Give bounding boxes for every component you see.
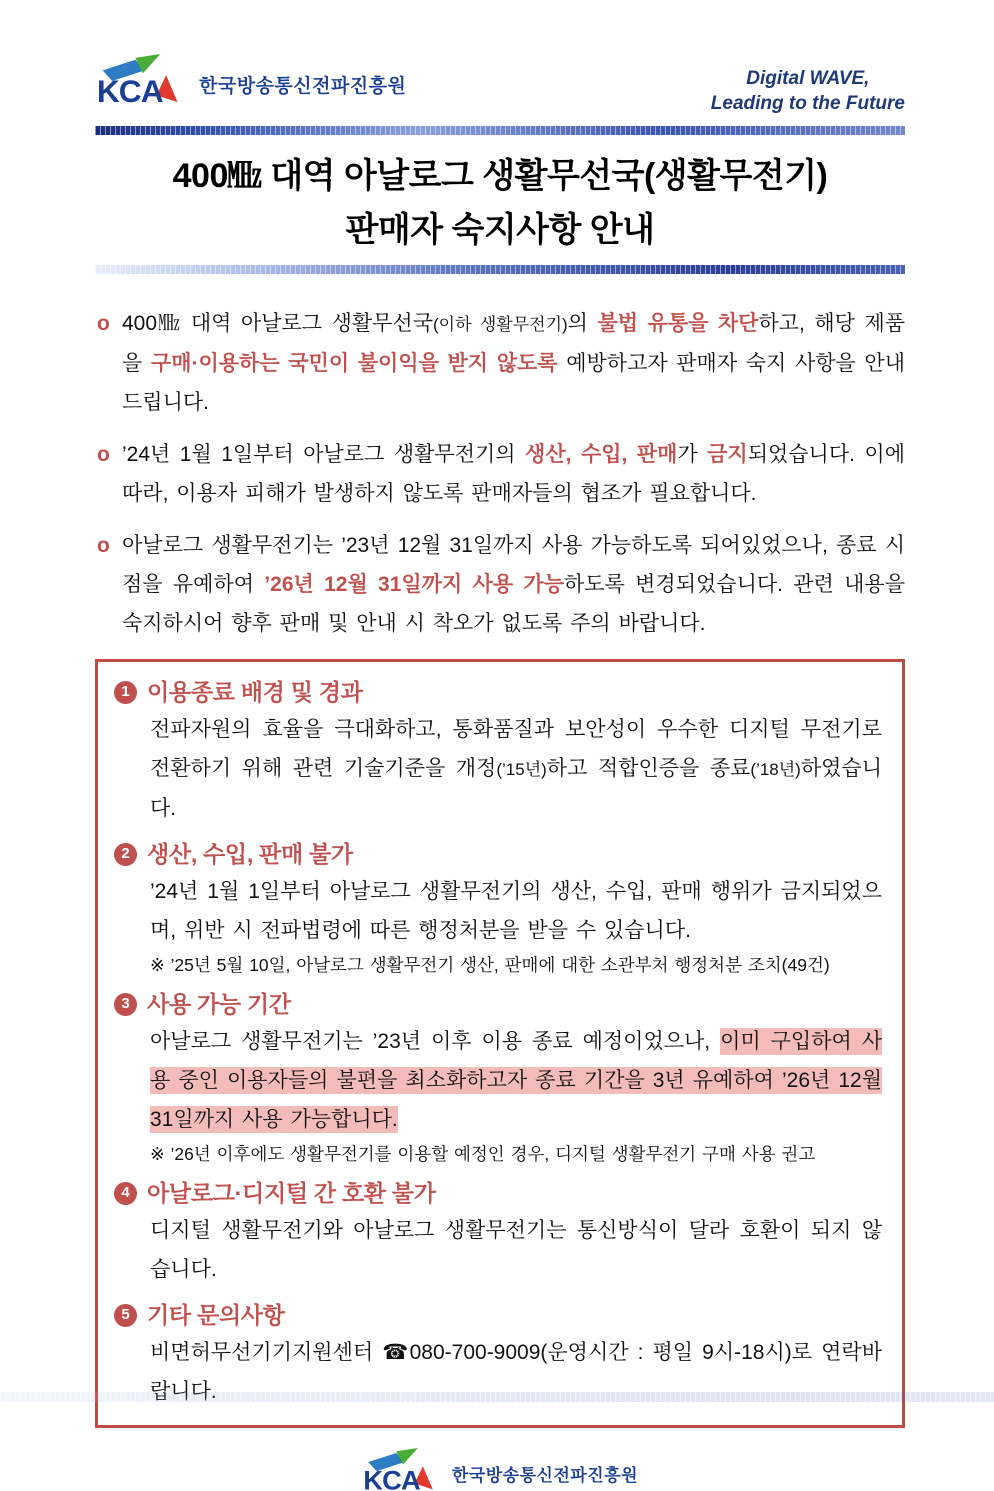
divider-bar-top — [95, 126, 905, 135]
section-number-badge: 4 — [114, 1182, 137, 1205]
intro-bullet-1 — [95, 304, 905, 422]
section-heading — [114, 1299, 882, 1331]
document-title-line1: 400㎒ 대역 아날로그 생활무선국(생활무전기) — [172, 157, 828, 195]
section-heading — [114, 1177, 882, 1209]
bullet-text: ’24년 1월 1일부터 아날로그 생활무전기의 생산, 수입, 판매가 금지되었습니다. 이에 따라, 이용자 피해가 발생하지 않도록 판매자들의 협조가 필요합니다. — [122, 443, 906, 505]
section-number-badge: 5 — [114, 1304, 137, 1327]
bullet-marker: o — [97, 443, 110, 466]
section-body: 전파자원의 효율을 극대화하고, 통화품질과 보안성이 우수한 디지털 무전기로 전환하기 위해 관련 기술기준을 개정(’15년)하고 적합인증을 종료(’18년)하였습니다. — [150, 718, 882, 820]
notice-section-1 — [114, 676, 882, 828]
kca-logo-org: 한국방송통신전파진흥원 — [199, 76, 407, 97]
slogan-line1: Digital WAVE, — [746, 68, 870, 89]
document-title — [95, 149, 905, 257]
section-heading-text: 사용 가능 기간 — [147, 991, 291, 1017]
kca-logo — [95, 54, 407, 110]
kca-footer-logo-mark — [362, 1448, 444, 1491]
section-body: 비면허무선기기지원센터 ☎080-700-9009(운영시간 : 평일 9시-18시)로 연락바랍니다. — [150, 1341, 882, 1403]
intro-bullet-3 — [95, 526, 905, 643]
notice-section-3 — [114, 988, 882, 1167]
section-body: 아날로그 생활무전기는 ’23년 이후 이용 종료 예정이었으나, 이미 구입하여 사용 중인 이용자들의 불편을 최소화하고자 종료 기간을 3년 유예하여 ’26년 12월 31일까지 사용 가능합니다. — [150, 1030, 882, 1131]
section-number-badge: 2 — [114, 843, 137, 866]
section-heading — [114, 988, 882, 1020]
section-heading-text: 기타 문의사항 — [147, 1302, 285, 1328]
section-heading — [114, 838, 882, 870]
kca-footer-logo-org: 한국방송통신전파진흥원 — [451, 1466, 639, 1485]
footer — [95, 1448, 905, 1491]
notice-section-2 — [114, 838, 882, 978]
section-number-badge: 1 — [114, 681, 137, 704]
bullet-marker: o — [97, 312, 110, 335]
section-body: ’24년 1월 1일부터 아날로그 생활무전기의 생산, 수입, 판매 행위가 금지되었으며, 위반 시 전파법령에 따른 행정처분을 받을 수 있습니다. — [150, 880, 882, 942]
section-number-badge: 3 — [114, 993, 137, 1016]
bullet-marker: o — [97, 534, 110, 557]
section-heading-text: 생산, 수입, 판매 불가 — [147, 841, 353, 867]
slogan-line2: Leading to the Future — [710, 93, 905, 114]
kca-logo-abbr: KCA — [96, 73, 163, 110]
section-note: ※ ’25년 5월 10일, 아날로그 생활무전기 생산, 판매에 대한 소관부처 행정처분 조치(49건) — [150, 955, 830, 975]
slogan — [711, 54, 905, 116]
section-heading — [114, 676, 882, 708]
section-note: ※ ’26년 이후에도 생활무전기를 이용할 예정인 경우, 디지털 생활무전기 구매 사용 권고 — [150, 1144, 816, 1164]
notice-box — [95, 659, 905, 1428]
document-title-line2: 판매자 숙지사항 안내 — [345, 211, 655, 249]
notice-section-4 — [114, 1177, 882, 1289]
intro-section — [95, 304, 905, 643]
divider-bar-bottom — [0, 1392, 994, 1402]
kca-logo-mark — [95, 54, 191, 110]
header — [95, 0, 905, 116]
kca-footer-logo-abbr: KCA — [363, 1464, 420, 1491]
bullet-text: 400㎒ 대역 아날로그 생활무선국(이하 생활무전기)의 불법 유통을 차단하고, 해당 제품을 구매·이용하는 국민이 불이익을 받지 않도록 예방하고자 판매자 숙지 사항을 안내드립니다. — [122, 312, 906, 414]
bullet-text: 아날로그 생활무전기는 ’23년 12월 31일까지 사용 가능하도록 되어있었으나, 종료 시점을 유예하여 ’26년 12월 31일까지 사용 가능하도록 변경되었습니다. 관련 내용을 숙지하시어 향후 판매 및 안내 시 착오가 없도록 주의 바랍니다. — [122, 534, 905, 635]
section-heading-text: 아날로그·디지털 간 호환 불가 — [147, 1180, 436, 1206]
intro-bullet-2 — [95, 435, 905, 513]
section-heading-text: 이용종료 배경 및 경과 — [147, 679, 363, 705]
section-body: 디지털 생활무전기와 아날로그 생활무전기는 통신방식이 달라 호환이 되지 않습니다. — [150, 1219, 882, 1281]
divider-bar-under-title — [95, 265, 905, 274]
kca-footer-logo — [362, 1448, 638, 1491]
